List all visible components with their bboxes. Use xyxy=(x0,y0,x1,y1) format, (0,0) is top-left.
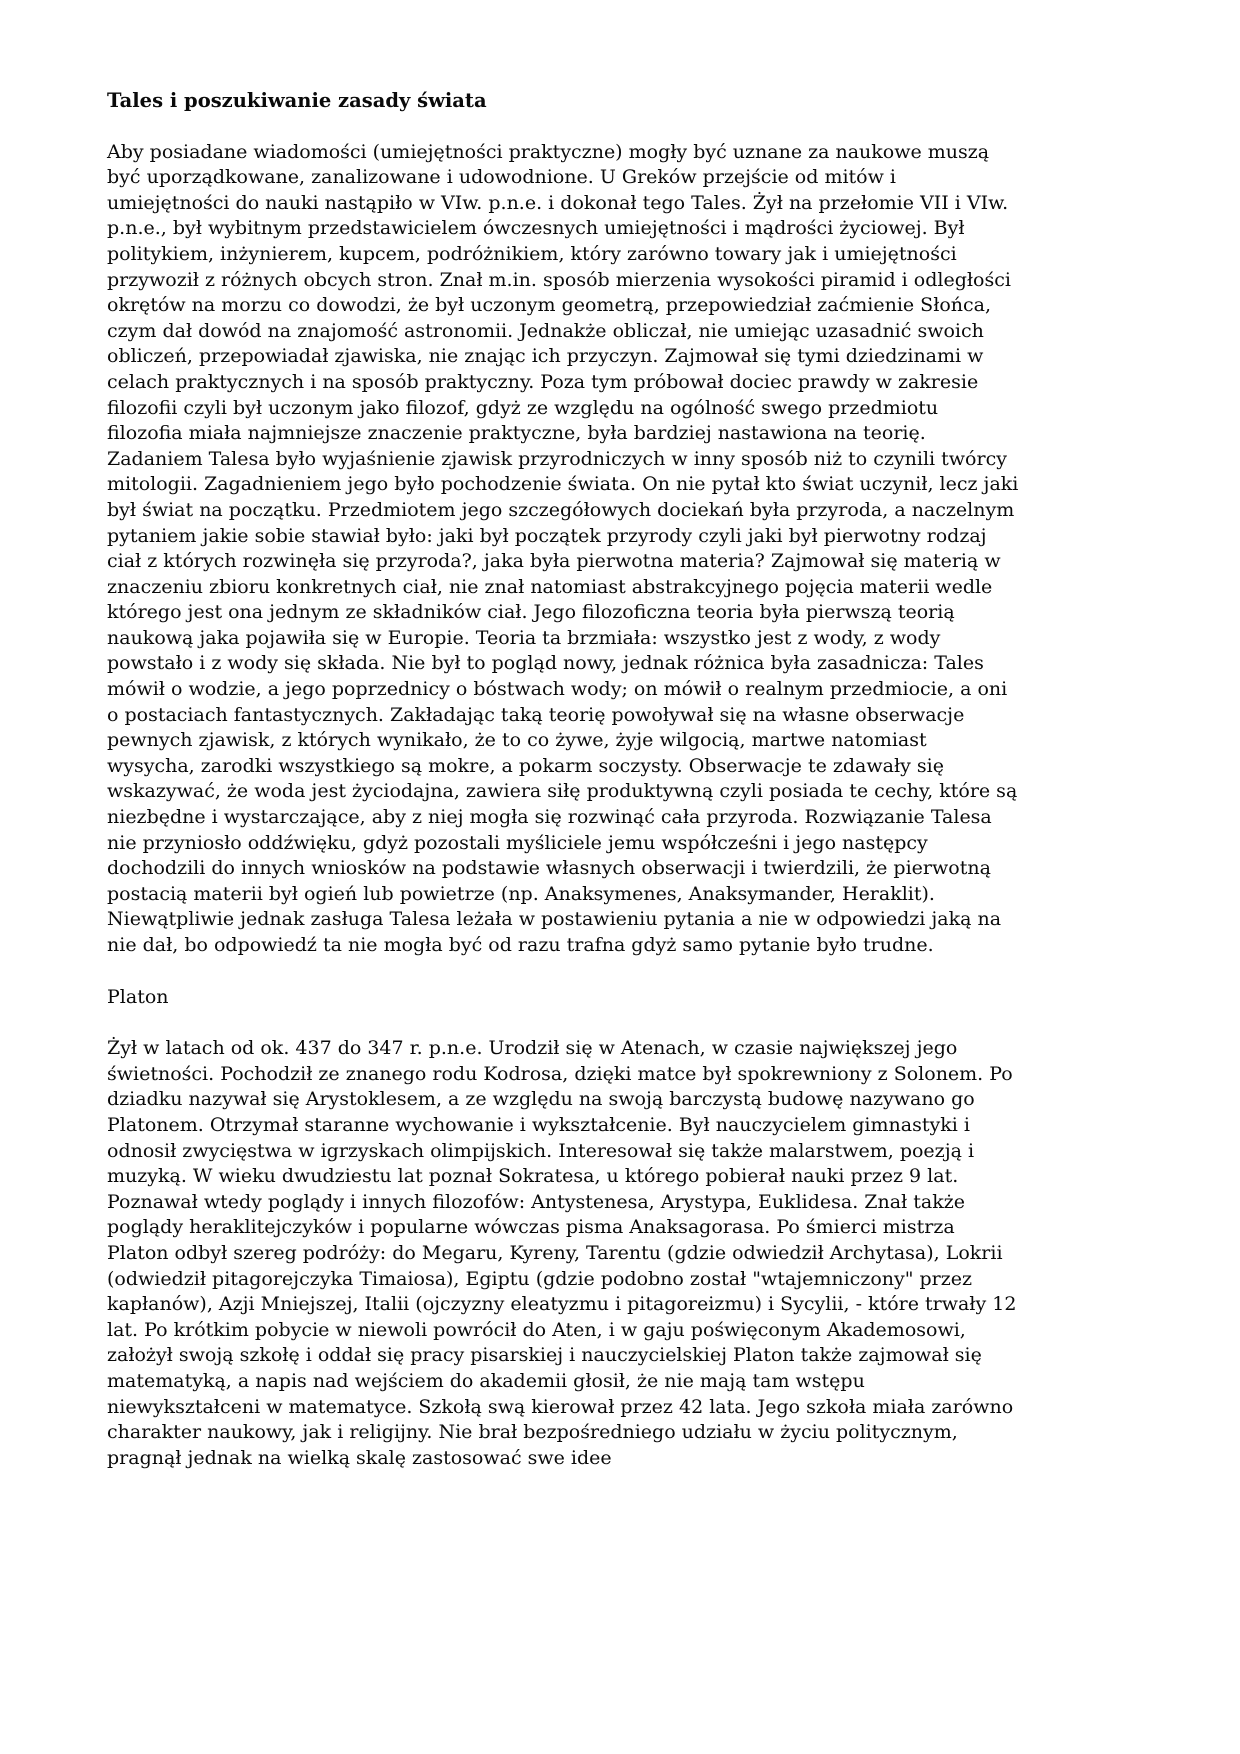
paragraph-tales: Aby posiadane wiadomości (umiejętności praktyczne) mogły być uznane za naukowe muszą być uporządkowane, zanalizowane i udowodnione. U Greków przejście od mitów i umiejętności do nauki nastąpiło w VIw. p.n.e. i dokonał tego Tales. Żył na przełomie VII i VIw. p.n.e., był wybitnym przedstawicielem ówczesnych umiejętności i mądrości życiowej. Był politykiem, inżynierem, kupcem, podróżnikiem, który zarówno towary jak i umiejętności przywoził z różnych obcych stron. Znał m.in. sposób mierzenia wysokości piramid i odległości okrętów na morzu co dowodzi, że był uczonym geometrą, przepowiedział zaćmienie Słońca, czym dał dowód na znajomość astronomii. Jednakże obliczał, nie umiejąc uzasadnić swoich obliczeń, przepowiadał zjawiska, nie znając ich przyczyn. Zajmował się tymi dziedzinami w celach praktycznych i na sposób praktyczny. Poza tym próbował dociec prawdy w zakresie filozofii czyli był uczonym jako filozof, gdyż ze względu na ogólność swego przedmiotu filozofia miała najmniejsze znaczenie praktyczne, była bardziej nastawiona na teorię. Zadaniem Talesa było wyjaśnienie zjawisk przyrodniczych w inny sposób niż to czynili twórcy mitologii. Zagadnieniem jego było pochodzenie świata. On nie pytał kto świat uczynił, lecz jaki był świat na początku. Przedmiotem jego szczegółowych dociekań była przyroda, a naczelnym pytaniem jakie sobie stawiał było: jaki był początek przyrody czyli jaki był pierwotny rodzaj ciał z których rozwinęła się przyroda?, jaka była pierwotna materia? Zajmował się materią w znaczeniu zbioru konkretnych ciał, nie znał natomiast abstrakcyjnego pojęcia materii wedle którego jest ona jednym ze składników ciał. Jego filozoficzna teoria była pierwszą teorią naukową jaka pojawiła się w Europie. Teoria ta brzmiała: wszystko jest z wody, z wody powstało i z wody się składa. Nie był to pogląd nowy, jednak różnica była zasadnicza: Tales mówił o wodzie, a jego poprzednicy o bóstwach wody; on mówił o realnym przedmiocie, a oni o postaciach fantastycznych. Zakładając taką teorię powoływał się na własne obserwacje pewnych zjawisk, z których wynikało, że to co żywe, żyje wilgocią, martwe natomiast wysycha, zarodki wszystkiego są mokre, a pokarm soczysty. Obserwacje te zdawały się wskazywać, że woda jest życiodajna, zawiera siłę produktywną czyli posiada te cechy, które są niezbędne i wystarczające, aby z niej mogła się rozwinąć cała przyroda. Rozwiązanie Talesa nie przyniosło oddźwięku, gdyż pozostali myśliciele jemu współcześni i jego następcy dochodzili do innych wniosków na podstawie własnych obserwacji i twierdzili, że pierwotną postacią materii był ogień lub powietrze (np. Anaksymenes, Anaksymander, Heraklit). Niewątpliwie jednak zasługa Talesa leżała w postawieniu pytania a nie w odpowiedzi jaką na nie dał, bo odpowiedź ta nie mogła być od razu trafna gdyż samo pytanie było trudne. xyxy=(107,140,1019,956)
paragraph-platon: Żył w latach od ok. 437 do 347 r. p.n.e. Urodził się w Atenach, w czasie największej jego świetności. Pochodził ze znanego rodu Kodrosa, dzięki matce był spokrewniony z Solonem. Po dziadku nazywał się Arystoklesem, a ze względu na swoją barczystą budowę nazywano go Platonem. Otrzymał staranne wychowanie i wykształcenie. Był nauczycielem gimnastyki i odnosił zwycięstwa w igrzyskach olimpijskich. Interesował się także malarstwem, poezją i muzyką. W wieku dwudziestu lat poznał Sokratesa, u którego pobierał nauki przez 9 lat. Poznawał wtedy poglądy i innych filozofów: Antystenesa, Arystypa, Euklidesa. Znał także poglądy heraklitejczyków i popularne wówczas pisma Anaksagorasa. Po śmierci mistrza Platon odbył szereg podróży: do Megaru, Kyreny, Tarentu (gdzie odwiedził Archytasa), Lokrii (odwiedził pitagorejczyka Timaiosa), Egiptu (gdzie podobno został "wtajemniczony" przez kapłanów), Azji Mniejszej, Italii (ojczyzny eleatyzmu i pitagoreizmu) i Sycylii, - które trwały 12 lat. Po krótkim pobycie w niewoli powrócił do Aten, i w gaju poświęconym Akademosowi, założył swoją szkołę i oddał się pracy pisarskiej i nauczycielskiej Platon także zajmował się matematyką, a napis nad wejściem do akademii głosił, że nie mają tam wstępu niewykształceni w matematyce. Szkołą swą kierował przez 42 lata. Jego szkoła miała zarówno charakter naukowy, jak i religijny. Nie brał bezpośredniego udziału w życiu politycznym, pragnął jednak na wielką skalę zastosować swe idee xyxy=(107,1037,1017,1469)
document-content xyxy=(107,88,1019,1471)
document-title: Tales i poszukiwanie zasady świata xyxy=(107,89,487,112)
section-heading-platon: Platon xyxy=(107,985,169,1008)
